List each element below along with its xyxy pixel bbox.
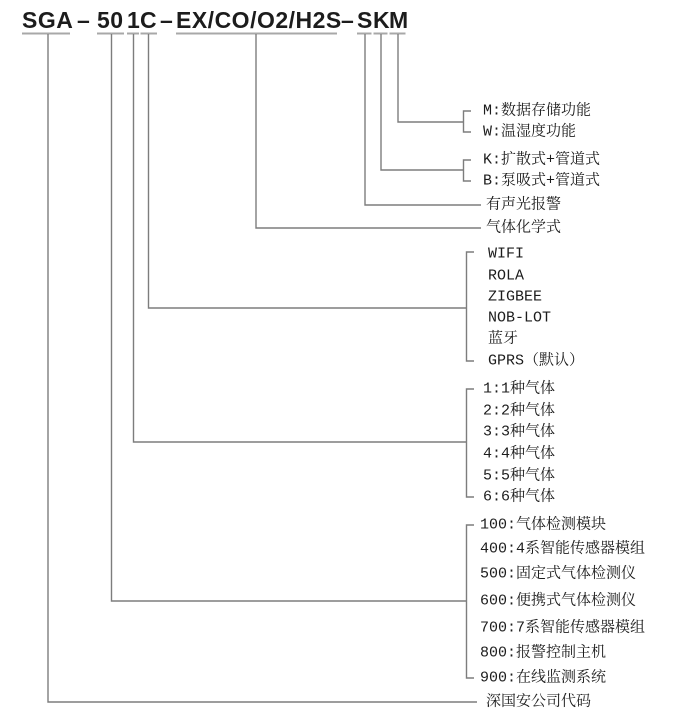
branch-label-function-m: M:数据存储功能: [483, 102, 592, 120]
branch-label-function-w: W:温湿度功能: [483, 123, 577, 141]
model-segment-company-prefix: SGA: [22, 7, 74, 33]
branch-line-chemical: [256, 34, 481, 228]
bracket-function: [464, 111, 472, 132]
bracket-communication: [467, 252, 475, 361]
branch-label-sampling-k: K:扩散式+管道式: [483, 151, 601, 169]
model-segment-sampling-code: K: [373, 7, 391, 33]
branch-label-comm-noblot: NOB-LOT: [488, 309, 552, 327]
branch-line-series: [112, 34, 467, 601]
branch-label-gas-3: 3:3种气体: [483, 423, 556, 441]
branch-label-series-600: 600:便携式气体检测仪: [480, 592, 637, 610]
branch-label-series-400: 400:4系智能传感器模组: [480, 540, 646, 558]
branch-line-company: [48, 34, 477, 702]
model-segment-function-code: M: [389, 7, 409, 33]
branch-label-gas-2: 2:2种气体: [483, 402, 556, 420]
branch-label-comm-bluetooth: 蓝牙: [488, 330, 519, 348]
model-segment-gas-count-code: 1: [127, 7, 141, 33]
branch-label-gas-5: 5:5种气体: [483, 467, 556, 485]
branch-label-comm-wifi: WIFI: [488, 245, 525, 263]
model-segment-alarm-code: S: [357, 7, 373, 33]
branch-label-alarm: 有声光报警: [486, 196, 562, 214]
branch-label-chemical: 气体化学式: [486, 219, 562, 237]
model-segment-separator-1: –: [77, 7, 91, 33]
bracket-sampling: [464, 160, 472, 181]
bracket-series: [467, 525, 475, 678]
branch-line-gas-count: [134, 34, 467, 442]
branch-label-comm-gprs: GPRS（默认）: [488, 352, 585, 370]
branch-label-series-900: 900:在线监测系统: [480, 669, 607, 687]
branch-label-comm-zigbee: ZIGBEE: [488, 288, 543, 306]
model-segment-separator-2: –: [160, 7, 174, 33]
branch-label-gas-6: 6:6种气体: [483, 488, 556, 506]
model-segment-separator-3: –: [341, 7, 355, 33]
model-segment-comm-code: C: [140, 7, 158, 33]
branch-label-company: 深国安公司代码: [486, 693, 592, 711]
branch-label-series-700: 700:7系智能传感器模组: [480, 619, 646, 637]
branch-label-sampling-b: B:泵吸式+管道式: [483, 172, 601, 190]
branch-line-function: [398, 34, 464, 122]
model-segment-series-code: 50: [97, 7, 124, 33]
branch-label-series-100: 100:气体检测模块: [480, 516, 607, 534]
branch-line-sampling: [381, 34, 464, 170]
branch-label-comm-rola: ROLA: [488, 267, 525, 285]
model-segment-gas-formulas: EX/CO/O2/H2S: [176, 7, 342, 33]
branch-label-series-500: 500:固定式气体检测仪: [480, 565, 637, 583]
bracket-gas-count: [467, 389, 475, 497]
branch-label-series-800: 800:报警控制主机: [480, 644, 607, 662]
branch-label-gas-1: 1:1种气体: [483, 380, 556, 398]
branch-line-communication: [149, 34, 467, 308]
branch-label-gas-4: 4:4种气体: [483, 445, 556, 463]
